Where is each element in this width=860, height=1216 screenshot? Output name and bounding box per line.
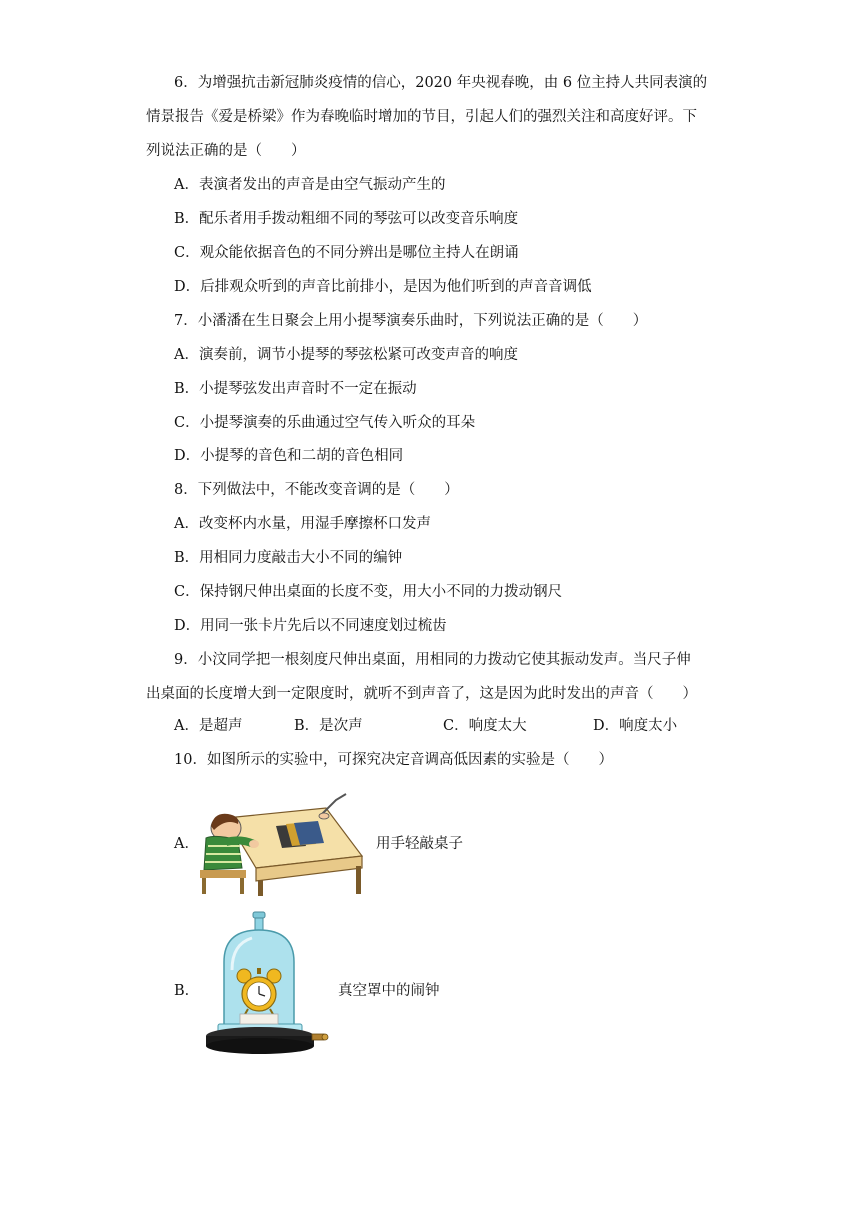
q6-option-b: B．配乐者用手拨动粗细不同的琴弦可以改变音乐响度 (174, 211, 519, 227)
bell-jar-alarm-figure (204, 910, 330, 1060)
q9-stem-line1: 9．小汶同学把一根刻度尺伸出桌面，用相同的力拨动它使其振动发声。当尺子伸 (174, 652, 691, 668)
q10-option-a-caption: 用手轻敲桌子 (376, 836, 463, 852)
q9-option-a: A．是超声 (174, 718, 243, 734)
q10-option-a-letter: A． (174, 836, 199, 852)
q7-stem: 7．小潘潘在生日聚会上用小提琴演奏乐曲时，下列说法正确的是（ ） (174, 313, 648, 329)
q8-option-a: A．改变杯内水量，用湿手摩擦杯口发声 (174, 516, 431, 532)
q6-stem-line3: 列说法正确的是（ ） (146, 143, 306, 159)
q9-stem-line2: 出桌面的长度增大到一定限度时，就听不到声音了，这是因为此时发出的声音（ ） (146, 686, 697, 702)
q6-option-a: A．表演者发出的声音是由空气振动产生的 (174, 177, 446, 193)
q8-option-b: B．用相同力度敲击大小不同的编钟 (174, 550, 403, 566)
q6-option-d: D．后排观众听到的声音比前排小，是因为他们听到的声音音调低 (174, 279, 592, 295)
q7-option-b: B．小提琴弦发出声音时不一定在振动 (174, 381, 417, 397)
q10-option-b-letter: B． (174, 983, 200, 999)
q7-option-d: D．小提琴的音色和二胡的音色相同 (174, 448, 404, 464)
q6-stem-line2: 情景报告《爱是桥梁》作为春晚临时增加的节目，引起人们的强烈关注和高度好评。下 (146, 109, 697, 125)
q7-option-c: C．小提琴演奏的乐曲通过空气传入听众的耳朵 (174, 415, 476, 431)
q9-option-c: C．响度太大 (443, 718, 527, 734)
q7-option-a: A．演奏前，调节小提琴的琴弦松紧可改变声音的响度 (174, 347, 518, 363)
q9-option-d: D．响度太小 (593, 718, 678, 734)
q10-option-b-caption: 真空罩中的闹钟 (338, 983, 440, 999)
q10-stem: 10．如图所示的实验中，可探究决定音调高低因素的实验是（ ） (174, 752, 613, 768)
q8-option-c: C．保持钢尺伸出桌面的长度不变，用大小不同的力拨动钢尺 (174, 584, 563, 600)
q6-option-c: C．观众能依据音色的不同分辨出是哪位主持人在朗诵 (174, 245, 519, 261)
q8-stem: 8．下列做法中，不能改变音调的是（ ） (174, 482, 459, 498)
q6-stem-line1: 6．为增强抗击新冠肺炎疫情的信心，2020 年央视春晚，由 6 位主持人共同表演的 (174, 75, 708, 91)
q8-option-d: D．用同一张卡片先后以不同速度划过梳齿 (174, 618, 447, 634)
desk-tapping-figure (196, 788, 366, 896)
q9-option-b: B．是次声 (294, 718, 363, 734)
